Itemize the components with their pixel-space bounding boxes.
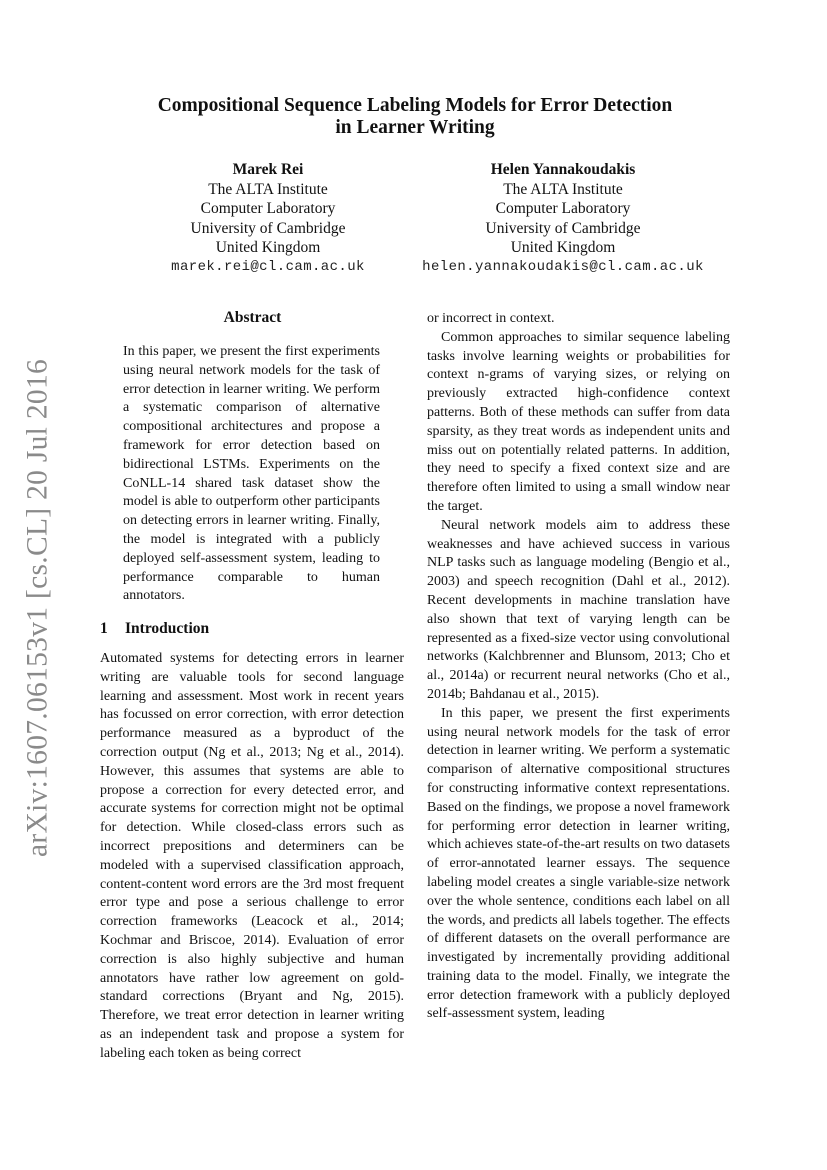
author-email: helen.yannakoudakis@cl.cam.ac.uk — [422, 258, 704, 275]
author-affiliation-line: United Kingdom — [215, 239, 321, 256]
body-paragraph: In this paper, we present the first experiments using neural network models for the task of error detection in learner writing. We perform a systematic comparison of alternative compositional structures for constructing informative context representations. Based on the findings, we propose a novel framework for performing error detection in learner writing, which achieves state-of-the-art results on two datasets of error-annotated learner essays. The sequence labeling model creates a single variable-size network over the whole sentence, conditions each label on all the words, and predicts all labels together. The effects of different datasets on the overall performance are investigated by incrementally providing additional training data to the model. Finally, we integrate the error detection framework with a publicly deployed self-assessment system, leading — [427, 705, 730, 1022]
body-paragraph: Neural network models aim to address these weaknesses and have achieved success in various NLP tasks such as language modeling (Bengio et al., 2003) and speech recognition (Dahl et al., 2012). Recent developments in machine translation have also shown that text of varying length can be represented as a fixed-size vector using convolutional networks (Kalchbrenner and Blunsom, 2013; Cho et al., 2014a) or recurrent neural networks (Cho et al., 2014b; Bahdanau et al., 2015). — [427, 517, 730, 702]
author-affiliation-line: University of Cambridge — [190, 219, 346, 237]
author-affiliation-line: The ALTA Institute — [208, 180, 328, 198]
right-column — [427, 310, 730, 1024]
section-number: 1 — [100, 620, 108, 637]
left-column — [100, 650, 404, 1064]
author-affiliation-line: United Kingdom — [510, 239, 616, 256]
author-name: Marek Rei — [232, 161, 304, 178]
paper-title — [100, 95, 730, 139]
body-paragraph: or incorrect in context. — [427, 311, 555, 326]
author-affiliation-line: Computer Laboratory — [200, 200, 336, 217]
title-line-1: Compositional Sequence Labeling Models for Error Detection — [157, 95, 673, 116]
section-title: Introduction — [125, 620, 210, 637]
body-paragraph: Common approaches to similar sequence labeling tasks involve learning weights or probabilities for context n-grams of varying sizes, or relying on previously extracted high-confidence context patterns. Both of these methods can suffer from data sparsity, as they treat words as independent units and miss out on potentially related patterns. In addition, they need to specify a fixed context size and are therefore often limited to using a small window near the target. — [427, 329, 730, 514]
author-email: marek.rei@cl.cam.ac.uk — [171, 258, 365, 275]
abstract-body — [123, 343, 380, 606]
author-affiliation-line: Computer Laboratory — [495, 200, 631, 217]
author-block-1 — [150, 160, 386, 277]
abstract-heading: Abstract — [223, 309, 282, 326]
author-name: Helen Yannakoudakis — [490, 161, 636, 178]
abstract-paragraph: In this paper, we present the first experiments using neural network models for the task of error detection in learner writing. We perform a systematic comparison of alternative compositional architectures and propose a framework for error detection based on bidirectional LSTMs. Experiments on the CoNLL-14 shared task dataset show the model is able to outperform other participants on detecting errors in learner writing. Finally, the model is integrated with a publicly deployed self-assessment system, leading to performance comparable to human annotators. — [123, 344, 380, 604]
arxiv-stamp-text: arXiv:1607.06153v1 [cs.CL] 20 Jul 2016 — [21, 358, 54, 858]
body-paragraph: Automated systems for detecting errors in learner writing are valuable tools for second language learning and assessment. Most work in recent years has focussed on error correction, with error detection performance measured as a byproduct of the correction output (Ng et al., 2013; Ng et al., 2014). However, this assumes that systems are able to propose a correction for every detected error, and accurate systems for correction might not be optimal for detection. While closed-class errors such as incorrect prepositions and determiners can be modeled with a supervised classification approach, content-content word errors are the 3rd most frequent error type and pose a serious challenge to error correction frameworks (Leacock et al., 2014; Kochmar and Briscoe, 2014). Evaluation of error correction is also highly subjective and human annotators have rather low agreement on gold-standard corrections (Bryant and Ng, 2015). Therefore, we treat error detection in learner writing as an independent task and propose a system for labeling each token as being correct — [100, 651, 404, 1061]
title-line-2: in Learner Writing — [335, 117, 495, 138]
author-affiliation-line: University of Cambridge — [485, 219, 641, 237]
author-block-2 — [400, 160, 726, 277]
section-heading — [100, 620, 209, 638]
author-affiliation-line: The ALTA Institute — [503, 180, 623, 198]
